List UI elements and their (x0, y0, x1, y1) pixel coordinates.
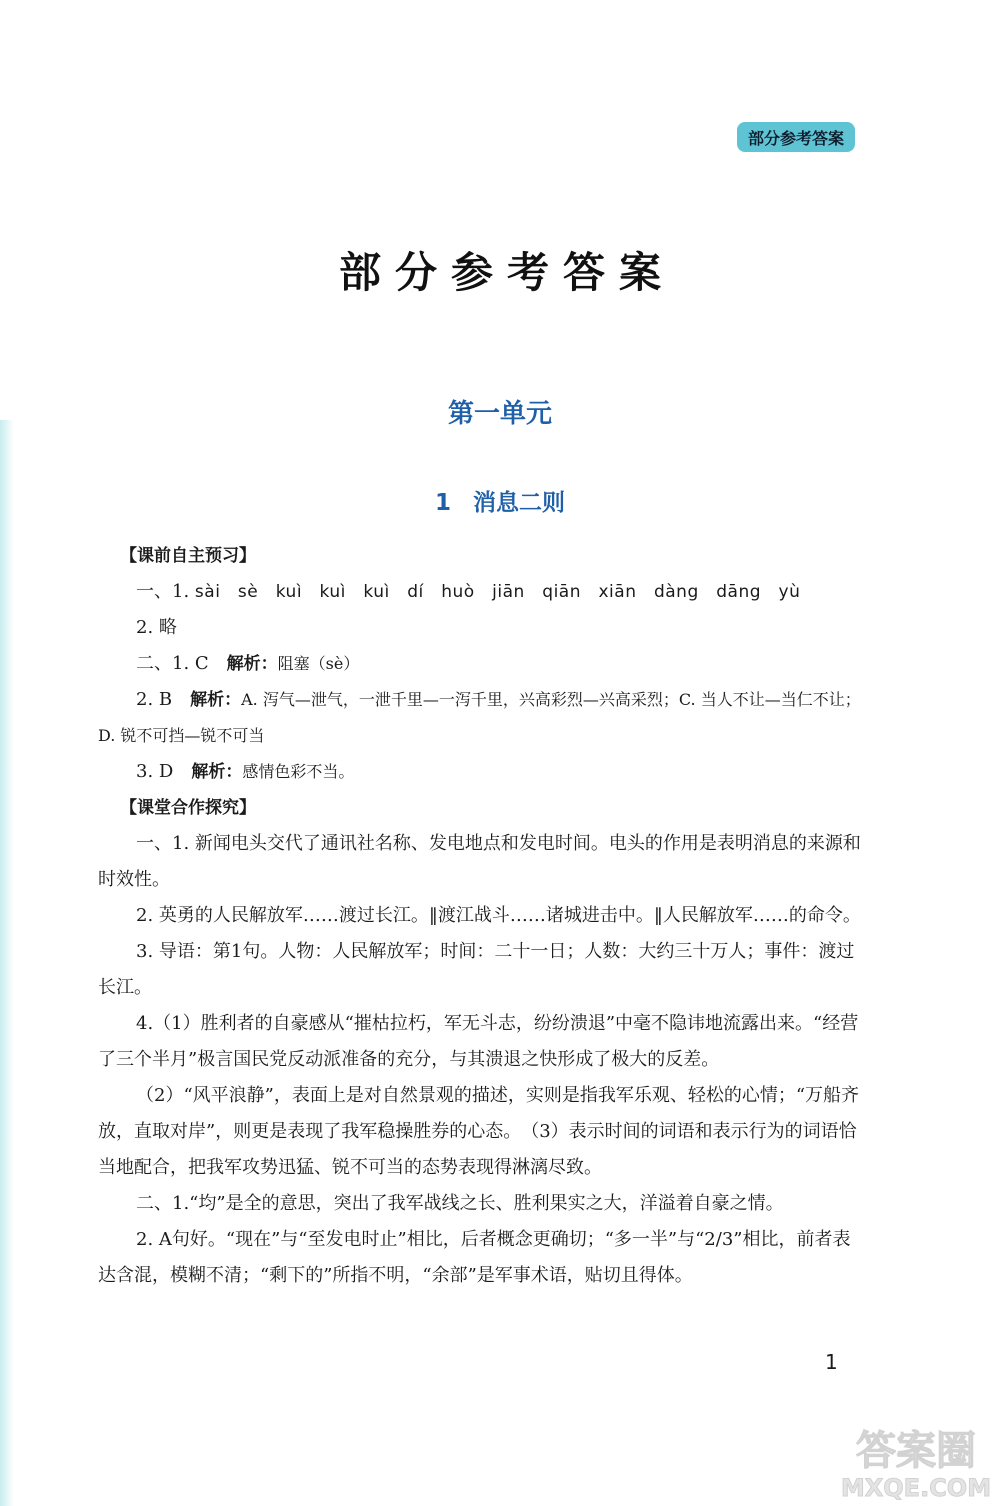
jiexi-label: 解析： (191, 762, 243, 782)
answer-paragraph: 2. 英勇的人民解放军……渡过长江。‖渡江战斗……诸城进击中。‖人民解放军……的命令。 (136, 905, 861, 926)
page-title: 部分参考答案 (338, 248, 675, 297)
answer-line (98, 754, 862, 790)
answer-line (98, 646, 862, 682)
answer-paragraph: （2）“风平浪静”，表面上是对自然景观的描述，实则是指我军乐观、轻松的心情；“万船齐放，直取对岸”，则更是表现了我军稳操胜券的心态。 （3）表示时间的词语和表示行为的词语恰当地配合，把我军攻势迅猛、锐不可当的态势表现得淋漓尽致。 (98, 1085, 860, 1178)
answer-content (98, 538, 862, 1294)
answer-line: 2. 略 (136, 617, 177, 638)
lesson-name: 消息二则 (473, 490, 565, 516)
answer-line (98, 574, 862, 610)
answer-paragraph: 4.（1）胜利者的自豪感从“摧枯拉朽，军无斗志，纷纷溃退”中毫不隐讳地流露出来。“经营了三个半月”极言国民党反动派准备的充分，与其溃退之快形成了极大的反差。 (98, 1013, 859, 1070)
page-edge-strip (0, 420, 14, 1506)
section-tag-label: 部分参考答案 (747, 128, 844, 148)
section-tag (737, 122, 855, 152)
section-heading-classroom: 【课堂合作探究】 (120, 798, 256, 818)
lesson-title (0, 484, 1000, 517)
jiexi-text: A. 泻气—泄气，一泄千里—一泻千里，兴高彩烈—兴高采烈；C. 当人不让—当仁不让；D. 锐不可挡—锐不可当 (98, 690, 861, 745)
answer-paragraph: 3. 导语：第1句。人物：人民解放军；时间：二十一日；人数：大约三十万人；事件：渡过长江。 (98, 941, 855, 998)
answer-prefix: 3. D (136, 761, 174, 782)
jiexi-text: 阻塞（sè） (277, 654, 360, 673)
answer-paragraph: 2. A句好。“现在”与“至发电时止”相比，后者概念更确切；“多一半”与“2/3”相比，前者表达含混，模糊不清；“剩下的”所指不明，“余部”是军事术语，贴切且得体。 (98, 1229, 851, 1286)
answer-paragraph: 二、1.“均”是全的意思，突出了我军战线之长、胜利果实之大，洋溢着自豪之情。 (136, 1193, 784, 1214)
answer-paragraph: 一、1. 新闻电头交代了通讯社名称、发电地点和发电时间。电头的作用是表明消息的来源和时效性。 (98, 833, 861, 890)
jiexi-label: 解析： (190, 690, 242, 710)
watermark-url: MXQE.COM (840, 1474, 992, 1502)
unit-title: 第一单元 (447, 399, 552, 429)
answer-prefix: 二、1. C (136, 653, 209, 674)
jiexi-text: 感情色彩不当。 (242, 762, 355, 781)
pinyin-answers: sài sè kuì kuì kuì dí huò jiān qiān xiān dàng dāng yù (194, 582, 801, 602)
answer-prefix: 2. B (136, 689, 173, 710)
page-number: 1 (825, 1350, 838, 1374)
lesson-number: 1 (434, 490, 451, 516)
section-heading-preview: 【课前自主预习】 (120, 546, 256, 566)
answer-line (98, 682, 862, 754)
watermark-text: 答案圈 (856, 1428, 976, 1474)
answer-prefix: 一、1. (136, 581, 190, 602)
watermark-logo (836, 1418, 996, 1502)
jiexi-label: 解析： (226, 654, 278, 674)
